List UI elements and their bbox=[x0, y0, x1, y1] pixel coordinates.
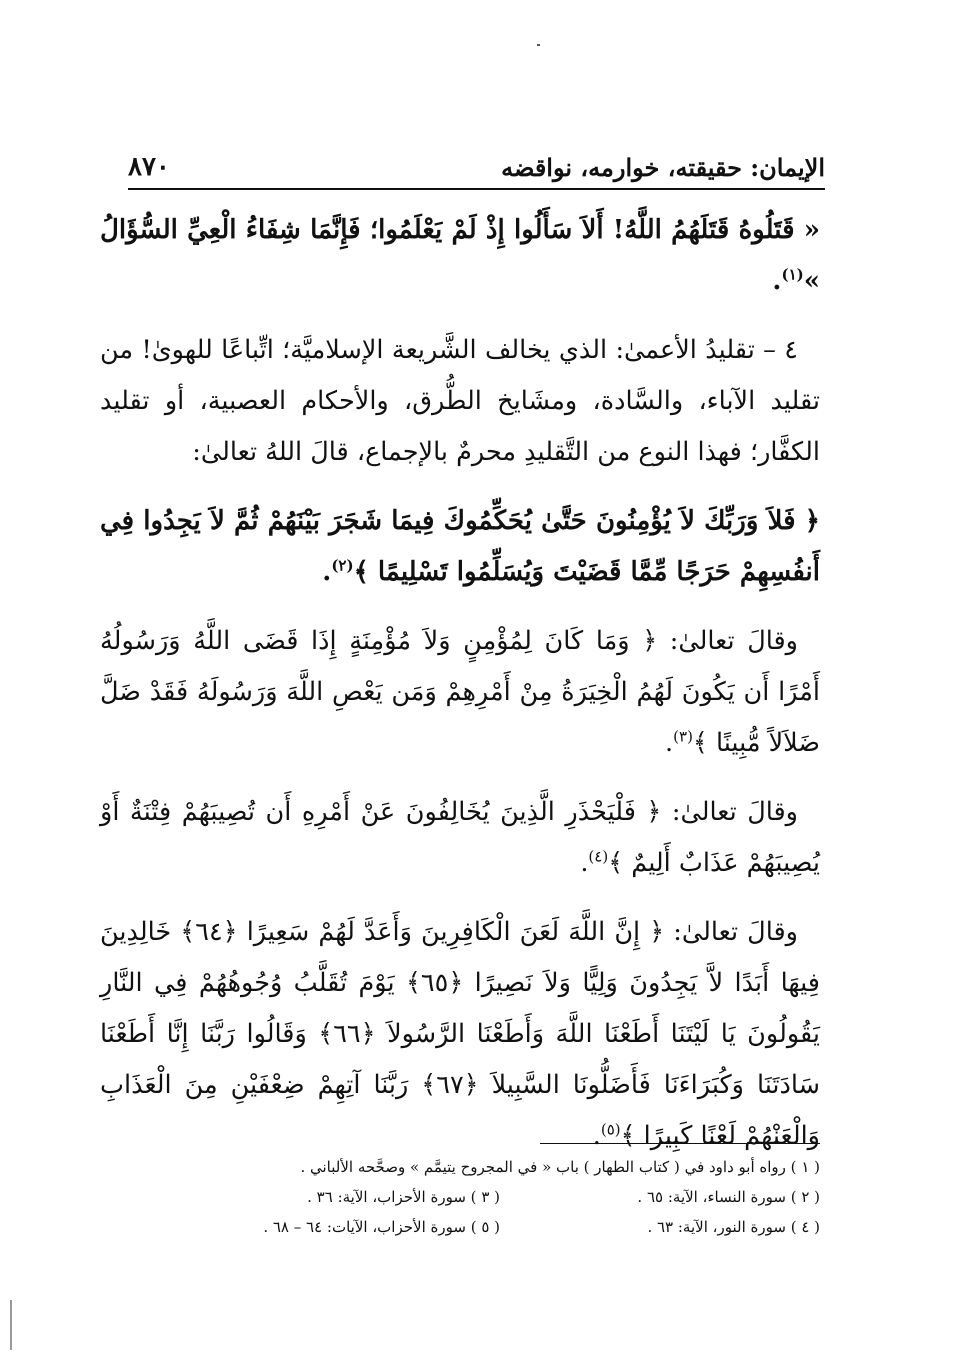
hadith-quote-text: « قَتَلُوهُ قَتَلَهُمُ اللَّهُ! أَلاَ سَأَلُوا إِذْ لَمْ يَعْلَمُوا؛ فَإِنَّمَا شِفَاءُ الْعِيِّ السُّؤَالُ » bbox=[100, 215, 820, 296]
sentence-end: . bbox=[772, 266, 782, 296]
verse-nisa-text: ﴿ فَلاَ وَرَبِّكَ لاَ يُؤْمِنُونَ حَتَّىٰ يُحَكِّمُوكَ فِيمَا شَجَرَ بَيْنَهُمْ ثُمَّ لاَ يَجِدُوا فِي أَنفُسِهِمْ حَرَجًا مِّمَّا قَضَيْتَ وَيُسَلِّمُوا تَسْلِيمًا ﴾ bbox=[100, 506, 820, 587]
footnote-row-1 bbox=[150, 1152, 820, 1182]
footnote-3: ( ٣ ) سورة الأحزاب، الآية: ٣٦ . bbox=[307, 1188, 500, 1206]
footnote-row-2 bbox=[150, 1182, 820, 1212]
footnote-ref-3[interactable]: (٣) bbox=[673, 727, 693, 746]
scan-edge-mark bbox=[10, 1300, 12, 1350]
paragraph-verse-ahzab-36 bbox=[100, 616, 820, 769]
paragraph-verse-nisa bbox=[100, 496, 820, 598]
footnote-5: ( ٥ ) سورة الأحزاب، الآيات: ٦٤ – ٦٨ . bbox=[263, 1218, 500, 1236]
verse-ahzab-36-text: وقالَ تعالىٰ: ﴿ وَمَا كَانَ لِمُؤْمِنٍ وَلاَ مُؤْمِنَةٍ إِذَا قَضَى اللَّهُ وَرَسُولُهُ أَمْرًا أَن يَكُونَ لَهُمُ الْخِيَرَةُ مِنْ أَمْرِهِمْ وَمَن يَعْصِ اللَّهَ وَرَسُولَهُ فَقَدْ ضَلَّ ضَلاَلاً مُّبِينًا ﴾ bbox=[100, 626, 820, 758]
footnote-ref-2[interactable]: (٢) bbox=[331, 556, 354, 575]
footnote-row-3 bbox=[150, 1212, 820, 1242]
paragraph-verse-nur bbox=[100, 787, 820, 889]
verses-ahzab-64-68-text: وقالَ تعالىٰ: ﴿ إِنَّ اللَّهَ لَعَنَ الْكَافِرِينَ وَأَعَدَّ لَهُمْ سَعِيرًا ﴿٦٤﴾ خَالِدِينَ فِيهَا أَبَدًا لاَّ يَجِدُونَ وَلِيًّا وَلاَ نَصِيرًا ﴿٦٥﴾ يَوْمَ تُقَلَّبُ وُجُوهُهُمْ فِي النَّارِ يَقُولُونَ يَا لَيْتَنَا أَطَعْنَا اللَّهَ وَأَطَعْنَا الرَّسُولاَ ﴿٦٦﴾ وَقَالُوا رَبَّنَا إِنَّا أَطَعْنَا سَادَتَنَا وَكُبَرَاءَنَا فَأَضَلُّونَا السَّبِيلاَ ﴿٦٧﴾ رَبَّنَا آتِهِمْ ضِعْفَيْنِ مِنَ الْعَذَابِ وَالْعَنْهُمْ لَعْنًا كَبِيرًا ﴾ bbox=[100, 917, 821, 1151]
footnote-divider bbox=[540, 1143, 820, 1144]
sentence-end: . bbox=[592, 1121, 601, 1151]
footnote-ref-1[interactable]: (١) bbox=[781, 265, 804, 284]
footnotes bbox=[150, 1152, 820, 1242]
paragraph-hadith-quote bbox=[100, 205, 820, 307]
verse-nur-text: وقالَ تعالىٰ: ﴿ فَلْيَحْذَرِ الَّذِينَ يُخَالِفُونَ عَنْ أَمْرِهِ أَن تُصِيبَهُمْ فِتْنَةٌ أَوْ يُصِيبَهُمْ عَذَابٌ أَلِيمٌ ﴾ bbox=[100, 797, 820, 878]
paragraph-verses-ahzab-64-68 bbox=[100, 907, 820, 1162]
footnote-ref-5[interactable]: (٥) bbox=[600, 1120, 621, 1139]
running-title: الإيمان: حقيقته، خوارمه، نواقضه bbox=[501, 153, 825, 182]
sentence-end: . bbox=[665, 728, 674, 758]
blind-imitation-text: ٤ – تقليدُ الأعمىٰ: الذي يخالف الشَّريعة الإسلاميَّة؛ اتِّباعًا للهوىٰ! من تقليد الآباء، والسَّادة، ومشَايخ الطُّرق، والأحكام العصبية، أو تقليد الكفَّار؛ فهذا النوع من التَّقليدِ محرمٌ بالإجماع، قالَ اللهُ تعالىٰ: bbox=[100, 335, 820, 467]
footnote-4: ( ٤ ) سورة النور، الآية: ٦٣ . bbox=[647, 1218, 820, 1236]
paragraph-blind-imitation bbox=[100, 325, 820, 478]
footnote-1: ( ١ ) رواه أبو داود في ( كتاب الطهار ) باب « في المجروح يتيمَّم » وصحَّحه الألباني . bbox=[300, 1158, 820, 1176]
sentence-end: . bbox=[580, 848, 589, 878]
page-header bbox=[128, 142, 825, 190]
footnote-2: ( ٢ ) سورة النساء، الآية: ٦٥ . bbox=[637, 1188, 820, 1206]
page-number: ٨٧٠ bbox=[128, 152, 170, 182]
scan-speck bbox=[537, 44, 540, 46]
sentence-end: . bbox=[322, 557, 332, 587]
footnote-ref-4[interactable]: (٤) bbox=[588, 847, 609, 866]
main-text bbox=[100, 205, 820, 1180]
